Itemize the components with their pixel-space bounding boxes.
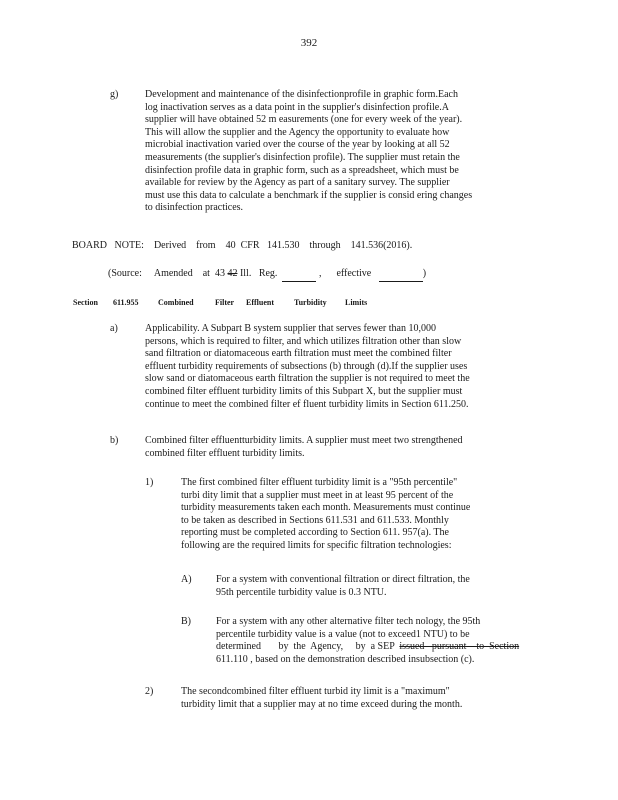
item-a-line: persons, which is required to filter, and which utilizes filtration other than slow	[145, 335, 462, 347]
item-b-text	[145, 435, 530, 460]
item-g-line: This will allow the supplier and the Agency the opportunity to evaluate how	[145, 126, 450, 138]
item-b1-line: reporting must be completed according to Section 611. 957(a). The	[181, 527, 449, 539]
item-b1-line: turbi dity limit that a supplier must meet in at least 95 percent of the	[181, 489, 454, 501]
item-g-line: log inactivation serves as a data point in the supplier's disinfection profile.A	[145, 101, 449, 113]
page-number: 392	[300, 37, 318, 49]
item-a-line: continue to meet the combined filter ef fluent turbidity limits in Section 611.250.	[145, 398, 469, 410]
item-b2-line: The secondcombined filter effluent turbid ity limit is a "maximum"	[181, 686, 450, 697]
item-g-line: to disinfection practices.	[145, 202, 244, 214]
item-B-line: For a system with any other alternative filter tech nology, the 95th	[216, 616, 481, 627]
item-a-line: effluent turbidity requirements of subsections (b) through (d).If the supplier uses	[145, 360, 468, 372]
item-g-line: supplier will have obtained 52 m easurements (one for every week of the year).	[145, 114, 463, 126]
item-b-line: Combined filter effluentturbidity limits. A supplier must meet two strengthened	[145, 435, 463, 446]
item-b1-line: turbidity measurements taken each month. Measurements must continue	[181, 502, 471, 514]
section-word-combined: Combined	[158, 298, 194, 307]
section-number: 611.955	[113, 298, 139, 307]
item-B-line	[216, 641, 530, 654]
item-B-struck-text: issued pursuant to Section	[399, 641, 520, 653]
item-a-line: sand filtration or diatomaceous earth filtration must meet the combined filter	[145, 348, 452, 360]
item-g-line: must use this data to calculate a benchmark if the supplier is consid ering changes	[145, 189, 473, 201]
item-g-line: available for review by the Agency as part of a sanitary survey. The supplier	[145, 177, 450, 189]
effective-date-blank	[379, 268, 423, 282]
source-comma: ,	[318, 268, 322, 279]
item-g-text	[145, 89, 530, 215]
item-A-text	[216, 574, 530, 599]
item-A-line: 95th percentile turbidity value is 0.3 NTU.	[216, 586, 387, 598]
item-b1-text	[181, 477, 530, 553]
item-b1-line: following are the required limits for specific filtration technologies:	[181, 539, 452, 551]
item-g-line: disinfection profile data in graphic form, such as a spreadsheet, which must be	[145, 164, 459, 176]
item-b1-line: to be taken as described in Sections 611.531 and 611.533. Monthly	[181, 514, 449, 526]
item-B-text	[216, 616, 530, 666]
item-a-label: a)	[110, 323, 118, 334]
register-blank	[282, 268, 316, 282]
item-B-line: percentile turbidity value is a value (not to exceed1 NTU) to be	[216, 628, 470, 640]
source-struck-text: 42	[227, 268, 238, 279]
source-note	[108, 268, 426, 282]
item-g-line: measurements (the supplier's disinfection profile). The supplier must retain the	[145, 151, 460, 163]
item-b1-line: The first combined filter effluent turbidity limit is a "95th percentile"	[181, 477, 458, 488]
board-note: BOARD NOTE: Derived from 40 CFR 141.530 through 141.536(2016).	[72, 240, 413, 251]
source-ill: Ill.	[239, 268, 252, 279]
item-b1-label: 1)	[145, 477, 154, 488]
item-B-label: B)	[181, 616, 191, 627]
section-word-limits: Limits	[345, 298, 368, 307]
source-open: (Source:	[108, 268, 142, 279]
item-g-label: g)	[110, 89, 119, 100]
item-A-label: A)	[181, 574, 192, 585]
item-A-line: For a system with conventional filtration or direct filtration, the	[216, 574, 470, 585]
item-g-line: microbial inactivation varied over the course of the year by looking at all 52	[145, 139, 450, 151]
item-a-line: Applicability. A Subpart B system supplier that serves fewer than 10,000	[145, 323, 436, 334]
source-close: )	[422, 268, 427, 279]
item-b2-line: turbidity limit that a supplier may at no time exceed during the month.	[181, 698, 463, 710]
source-effective: effective	[336, 268, 372, 279]
section-heading	[0, 297, 618, 309]
source-amended: Amended at 43	[153, 268, 225, 279]
item-g-line: Development and maintenance of the disinfectionprofile in graphic form.Each	[145, 89, 458, 100]
item-a-line: slow sand or diatomaceous earth filtration the supplier is not required to meet the	[145, 373, 470, 385]
item-b2-text	[181, 686, 530, 711]
item-a-line: combined filter effluent turbidity limits of this Subpart X, but the supplier must	[145, 385, 463, 397]
item-b-label: b)	[110, 435, 119, 446]
item-b2-label: 2)	[145, 686, 154, 697]
item-a-text	[145, 323, 530, 411]
section-word-turbidity: Turbidity	[294, 298, 327, 307]
item-B-line3-text: determined by the Agency, by a SEP	[216, 641, 395, 653]
item-B-line: 611.110 , based on the demonstration described insubsection (c).	[216, 653, 475, 665]
item-b-line: combined filter effluent turbidity limits.	[145, 447, 305, 459]
section-word-filter: Filter	[215, 298, 235, 307]
section-label: Section	[73, 298, 98, 307]
section-word-effluent: Effluent	[246, 298, 274, 307]
source-reg: Reg.	[258, 268, 278, 279]
